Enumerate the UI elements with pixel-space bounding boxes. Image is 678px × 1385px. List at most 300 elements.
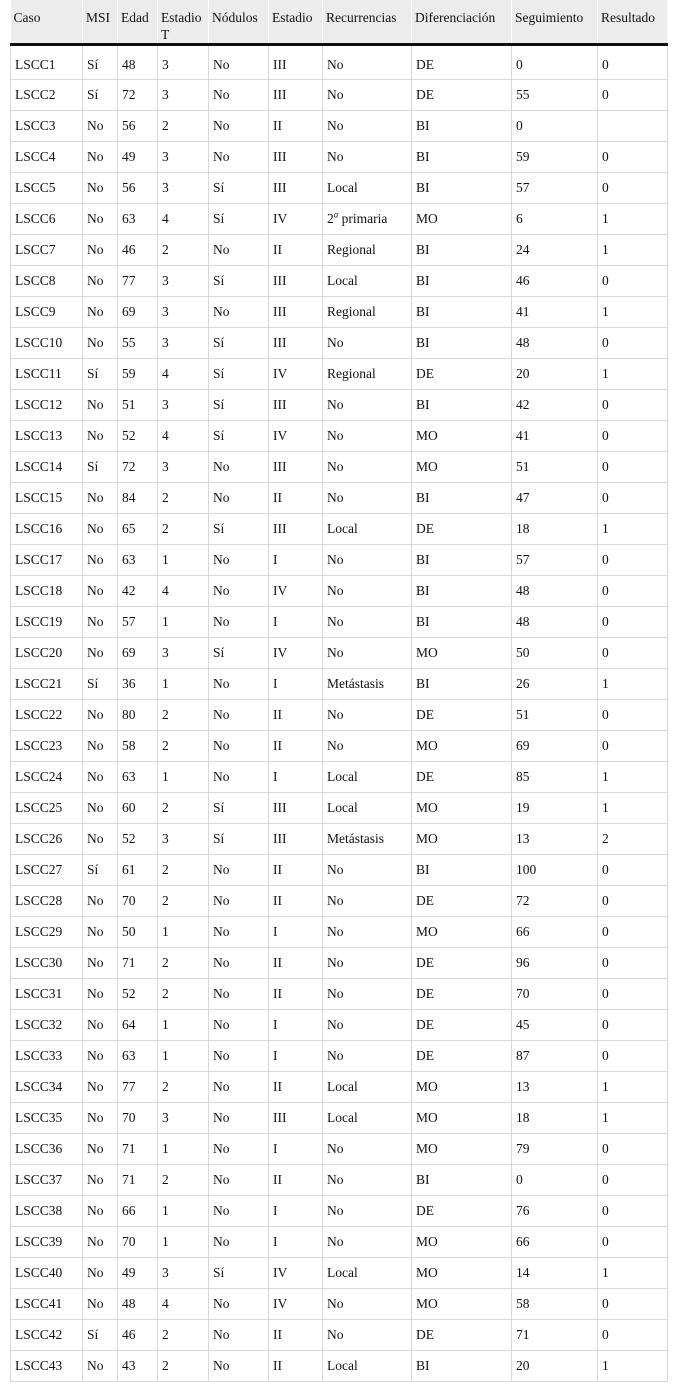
table-cell: LSCC11 [11,359,83,390]
table-cell: DE [412,514,512,545]
table-cell: LSCC26 [11,824,83,855]
table-cell: BI [412,483,512,514]
column-header: Diferenciación [412,0,512,45]
table-cell: 4 [158,204,209,235]
table-cell: I [269,1134,323,1165]
table-cell: 1 [598,297,668,328]
table-cell: 52 [118,421,158,452]
table-cell: No [83,917,118,948]
table-cell: 80 [118,700,158,731]
table-cell: 70 [118,1227,158,1258]
table-cell: No [83,266,118,297]
table-cell: 0 [598,855,668,886]
table-cell: LSCC14 [11,452,83,483]
table-cell: MO [412,1103,512,1134]
table-cell: 0 [598,917,668,948]
table-cell: 61 [118,855,158,886]
table-cell: 42 [512,390,598,421]
table-cell: No [83,1134,118,1165]
table-cell: 2 [158,1320,209,1351]
table-cell: LSCC42 [11,1320,83,1351]
table-cell: 3 [158,45,209,80]
table-cell: 63 [118,762,158,793]
table-cell: Local [323,762,412,793]
table-cell: No [83,607,118,638]
table-cell: No [209,669,269,700]
column-header: MSI [83,0,118,45]
table-cell: 26 [512,669,598,700]
table-cell: 1 [598,235,668,266]
table-cell: IV [269,638,323,669]
table-cell: 71 [118,948,158,979]
table-cell: DE [412,1196,512,1227]
table-cell: Sí [209,824,269,855]
table-cell: MO [412,1227,512,1258]
table-cell: No [323,607,412,638]
table-cell: 0 [598,80,668,111]
table-cell: 0 [598,1289,668,1320]
table-cell: No [83,1196,118,1227]
table-cell: I [269,607,323,638]
table-row [11,855,668,886]
table-row [11,762,668,793]
table-row [11,45,668,80]
table-row [11,359,668,390]
table-cell: No [323,700,412,731]
table-cell: 0 [598,1196,668,1227]
table-cell: 48 [512,576,598,607]
table-cell: No [83,483,118,514]
table-cell: No [83,328,118,359]
table-cell: No [323,917,412,948]
table-cell: No [209,1196,269,1227]
table-cell: 69 [512,731,598,762]
table-cell: MO [412,421,512,452]
table-cell: Sí [209,514,269,545]
table-cell: No [83,235,118,266]
table-row [11,576,668,607]
table-cell: Sí [209,421,269,452]
table-cell: 1 [598,762,668,793]
table-body [11,45,668,1382]
column-header: Edad [118,0,158,45]
table-cell: 0 [598,266,668,297]
table-cell: III [269,173,323,204]
table-cell: No [209,297,269,328]
table-cell: No [209,576,269,607]
table-cell: 2 [158,1351,209,1382]
table-cell: 0 [598,173,668,204]
table-row [11,173,668,204]
table-cell: Sí [83,1320,118,1351]
table-cell: 13 [512,1072,598,1103]
table-cell: 41 [512,421,598,452]
table-cell: 1 [598,669,668,700]
table-cell: LSCC30 [11,948,83,979]
header-row [11,0,668,45]
table-cell: No [323,142,412,173]
table-cell: LSCC19 [11,607,83,638]
table-cell: 2 [158,483,209,514]
table-cell: 56 [118,173,158,204]
table-cell: LSCC18 [11,576,83,607]
table-row [11,328,668,359]
table-cell: 77 [118,1072,158,1103]
table-cell: No [209,762,269,793]
table-cell: 0 [598,545,668,576]
table-cell: No [323,80,412,111]
table-row [11,1103,668,1134]
table-cell: 3 [158,638,209,669]
table-cell: III [269,514,323,545]
table-row [11,80,668,111]
table-cell: 41 [512,297,598,328]
table-cell: No [83,1010,118,1041]
table-row [11,235,668,266]
table-cell: IV [269,1289,323,1320]
table-cell: LSCC33 [11,1041,83,1072]
table-cell: 0 [598,483,668,514]
table-cell: 66 [512,917,598,948]
table-cell: No [209,235,269,266]
table-cell: Local [323,793,412,824]
table-cell: 2 [158,731,209,762]
column-header: Nódulos [209,0,269,45]
table-cell: No [83,514,118,545]
table-cell: No [209,1351,269,1382]
table-cell: 1 [598,793,668,824]
table-cell: 1 [158,1041,209,1072]
table-cell: BI [412,111,512,142]
table-cell: 58 [512,1289,598,1320]
table-cell: 6 [512,204,598,235]
table-cell: III [269,793,323,824]
table-cell: 4 [158,576,209,607]
table-cell: No [323,1134,412,1165]
table-cell: No [209,142,269,173]
table-cell: Local [323,1103,412,1134]
table-cell: IV [269,204,323,235]
table-cell: III [269,142,323,173]
table-cell: No [83,762,118,793]
table-cell: No [323,421,412,452]
table-row [11,793,668,824]
table-row [11,452,668,483]
table-cell: No [323,855,412,886]
table-cell: 57 [512,545,598,576]
table-cell: LSCC22 [11,700,83,731]
table-cell: 1 [158,1010,209,1041]
table-cell: No [323,328,412,359]
table-cell: No [209,483,269,514]
table-cell: 49 [118,1258,158,1289]
table-row [11,142,668,173]
table-cell: 48 [118,1289,158,1320]
table-row [11,1196,668,1227]
table-cell: No [209,80,269,111]
table-cell: LSCC27 [11,855,83,886]
table-cell: Regional [323,235,412,266]
table-cell: IV [269,1258,323,1289]
table-row [11,390,668,421]
table-cell: 52 [118,824,158,855]
table-cell: 0 [598,1134,668,1165]
table-cell: DE [412,80,512,111]
table-cell: 4 [158,1289,209,1320]
table-cell: 45 [512,1010,598,1041]
table-cell: 1 [598,1103,668,1134]
table-cell: No [83,173,118,204]
table-cell: No [209,1010,269,1041]
table-row [11,266,668,297]
table-cell [598,111,668,142]
table-cell: 1 [598,1072,668,1103]
table-cell: LSCC5 [11,173,83,204]
table-cell: DE [412,886,512,917]
table-cell: No [323,111,412,142]
table-cell: Sí [209,328,269,359]
table-cell: Sí [83,45,118,80]
table-cell: LSCC8 [11,266,83,297]
table-cell: No [83,1041,118,1072]
table-cell: 60 [118,793,158,824]
table-cell: 0 [598,979,668,1010]
table-cell: 63 [118,1041,158,1072]
table-cell: LSCC6 [11,204,83,235]
table-cell: MO [412,1072,512,1103]
table-cell: DE [412,700,512,731]
table-cell: No [83,1227,118,1258]
table-cell: 0 [598,700,668,731]
table-cell: MO [412,204,512,235]
table-row [11,731,668,762]
table-cell: BI [412,390,512,421]
table-cell: DE [412,979,512,1010]
table-cell: No [323,1196,412,1227]
table-row [11,421,668,452]
table-cell: 1 [598,1351,668,1382]
table-cell: III [269,1103,323,1134]
table-cell: 0 [598,142,668,173]
table-cell: DE [412,948,512,979]
table-cell: 50 [118,917,158,948]
table-cell: II [269,1165,323,1196]
table-cell: LSCC36 [11,1134,83,1165]
table-cell: 46 [512,266,598,297]
table-row [11,979,668,1010]
table-row [11,700,668,731]
table-cell: LSCC31 [11,979,83,1010]
table-cell: LSCC2 [11,80,83,111]
table-cell: 100 [512,855,598,886]
table-cell: No [209,700,269,731]
table-cell: III [269,452,323,483]
table-cell: 70 [118,886,158,917]
table-cell: 3 [158,80,209,111]
table-cell: 72 [118,80,158,111]
table-cell: IV [269,421,323,452]
table-cell: BI [412,297,512,328]
table-cell: 71 [118,1165,158,1196]
table-cell: 3 [158,297,209,328]
table-cell: I [269,762,323,793]
table-cell: BI [412,607,512,638]
table-row [11,1134,668,1165]
table-cell: 69 [118,297,158,328]
table-row [11,1351,668,1382]
table-cell: II [269,979,323,1010]
table-cell: LSCC9 [11,297,83,328]
table-cell: 0 [598,607,668,638]
table-cell: 84 [118,483,158,514]
table-cell: No [83,979,118,1010]
table-cell: No [83,142,118,173]
table-cell: I [269,1196,323,1227]
table-cell: Sí [83,855,118,886]
table-cell: 71 [118,1134,158,1165]
table-cell: 0 [598,1010,668,1041]
table-cell: LSCC43 [11,1351,83,1382]
table-cell: No [323,45,412,80]
table-cell: No [83,421,118,452]
table-cell: 72 [118,452,158,483]
table-cell: 1 [598,204,668,235]
table-cell: BI [412,576,512,607]
table-row [11,1227,668,1258]
column-header: Seguimiento [512,0,598,45]
table-cell: II [269,855,323,886]
table-cell: 0 [512,1165,598,1196]
table-row [11,545,668,576]
table-cell: 0 [598,328,668,359]
table-cell: No [323,948,412,979]
table-cell: 0 [598,45,668,80]
table-cell: 19 [512,793,598,824]
table-cell: No [323,483,412,514]
table-cell: I [269,1010,323,1041]
table-cell: 0 [598,421,668,452]
table-cell: 3 [158,390,209,421]
column-header: Estadio [269,0,323,45]
table-cell: LSCC24 [11,762,83,793]
table-cell: LSCC40 [11,1258,83,1289]
table-cell: No [209,731,269,762]
table-cell: Regional [323,359,412,390]
table-cell: 0 [598,390,668,421]
table-cell: No [323,1165,412,1196]
table-cell: No [209,855,269,886]
table-cell: DE [412,359,512,390]
table-cell: MO [412,917,512,948]
table-cell: No [83,824,118,855]
table-cell: Local [323,266,412,297]
table-cell: BI [412,545,512,576]
table-cell: 3 [158,452,209,483]
table-cell: 87 [512,1041,598,1072]
table-cell: 2 [158,1072,209,1103]
table-cell: 85 [512,762,598,793]
table-cell: No [209,452,269,483]
table-cell: 0 [512,45,598,80]
table-cell: No [323,1227,412,1258]
table-row [11,483,668,514]
table-cell: 0 [598,638,668,669]
table-cell: 3 [158,173,209,204]
table-cell: LSCC32 [11,1010,83,1041]
table-cell: 51 [512,452,598,483]
table-cell: 71 [512,1320,598,1351]
table-cell: IV [269,359,323,390]
table-cell: 59 [118,359,158,390]
table-row [11,204,668,235]
table-cell: 2 [158,948,209,979]
table-cell: 66 [512,1227,598,1258]
table-cell: 3 [158,142,209,173]
table-cell: Local [323,514,412,545]
table-cell: 49 [118,142,158,173]
table-cell: II [269,1351,323,1382]
table-cell: DE [412,762,512,793]
table-cell: BI [412,1165,512,1196]
table-cell: 51 [118,390,158,421]
table-row [11,111,668,142]
table-cell: III [269,390,323,421]
table-cell: Local [323,1258,412,1289]
table-cell: No [209,607,269,638]
table-cell: 2 [158,979,209,1010]
table-cell: 48 [118,45,158,80]
table-cell: LSCC23 [11,731,83,762]
table-cell: BI [412,1351,512,1382]
table-cell: 1 [158,1227,209,1258]
table-cell: LSCC41 [11,1289,83,1320]
table-cell: 1 [158,669,209,700]
table-cell: IV [269,576,323,607]
table-row [11,886,668,917]
table-row [11,1010,668,1041]
table-cell: Sí [209,390,269,421]
table-cell: No [323,731,412,762]
table-cell: II [269,111,323,142]
table-cell: No [83,111,118,142]
table-cell: 2 [158,235,209,266]
table-cell: 0 [598,1227,668,1258]
table-cell: 51 [512,700,598,731]
table-row [11,669,668,700]
table-row [11,514,668,545]
table-cell: Sí [83,669,118,700]
table-row [11,1041,668,1072]
table-cell: Sí [83,80,118,111]
clinical-data-table [10,0,668,1382]
table-cell: No [323,1320,412,1351]
table-cell: 3 [158,824,209,855]
table-cell: No [323,545,412,576]
table-cell: LSCC7 [11,235,83,266]
table-cell: 79 [512,1134,598,1165]
table-cell: MO [412,824,512,855]
table-cell: DE [412,1320,512,1351]
table-cell: II [269,1320,323,1351]
table-cell: II [269,948,323,979]
table-cell: 63 [118,545,158,576]
table-cell: 1 [598,359,668,390]
table-cell: 0 [598,731,668,762]
table-cell: 72 [512,886,598,917]
table-cell: 50 [512,638,598,669]
table-cell: No [209,545,269,576]
table-row [11,1289,668,1320]
